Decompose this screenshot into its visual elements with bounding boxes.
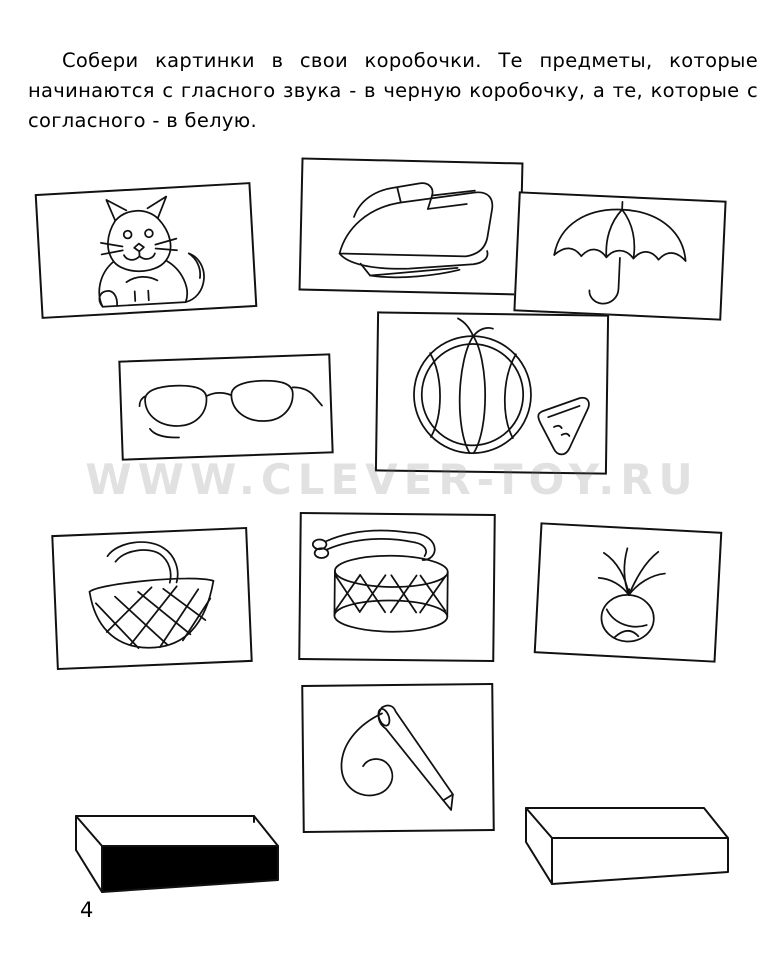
drum-icon: [300, 514, 493, 660]
picture-card-watermelon[interactable]: [375, 311, 609, 474]
cat-icon: [37, 184, 255, 317]
picture-card-basket[interactable]: [51, 527, 252, 670]
basket-icon: [53, 529, 250, 668]
page-number: 4: [80, 898, 94, 922]
iron-icon: [301, 160, 522, 294]
watermark-text: WWW.CLEVER-TOY.RU: [85, 455, 699, 504]
picture-card-umbrella[interactable]: [513, 191, 726, 320]
instruction-text: Собери картинки в свои коробочки. Те предметы, которые начинаются с гласного звука - в черную коробочку, а те, которые с согласного - в белую.: [28, 48, 758, 132]
needle-and-thread-icon: [303, 685, 492, 831]
watermelon-icon: [377, 313, 607, 472]
picture-card-needle[interactable]: [301, 683, 495, 833]
onion-icon: [536, 524, 720, 660]
glasses-icon: [120, 355, 331, 458]
black-box-icon: [68, 802, 284, 900]
black-box[interactable]: [68, 802, 284, 900]
white-box-icon: [518, 794, 734, 892]
picture-card-cat[interactable]: [35, 182, 258, 319]
picture-card-glasses[interactable]: [118, 353, 333, 460]
picture-card-onion[interactable]: [534, 522, 723, 662]
picture-card-drum[interactable]: [298, 512, 496, 662]
picture-card-iron[interactable]: [299, 157, 524, 295]
white-box[interactable]: [518, 794, 734, 892]
umbrella-icon: [515, 193, 724, 318]
